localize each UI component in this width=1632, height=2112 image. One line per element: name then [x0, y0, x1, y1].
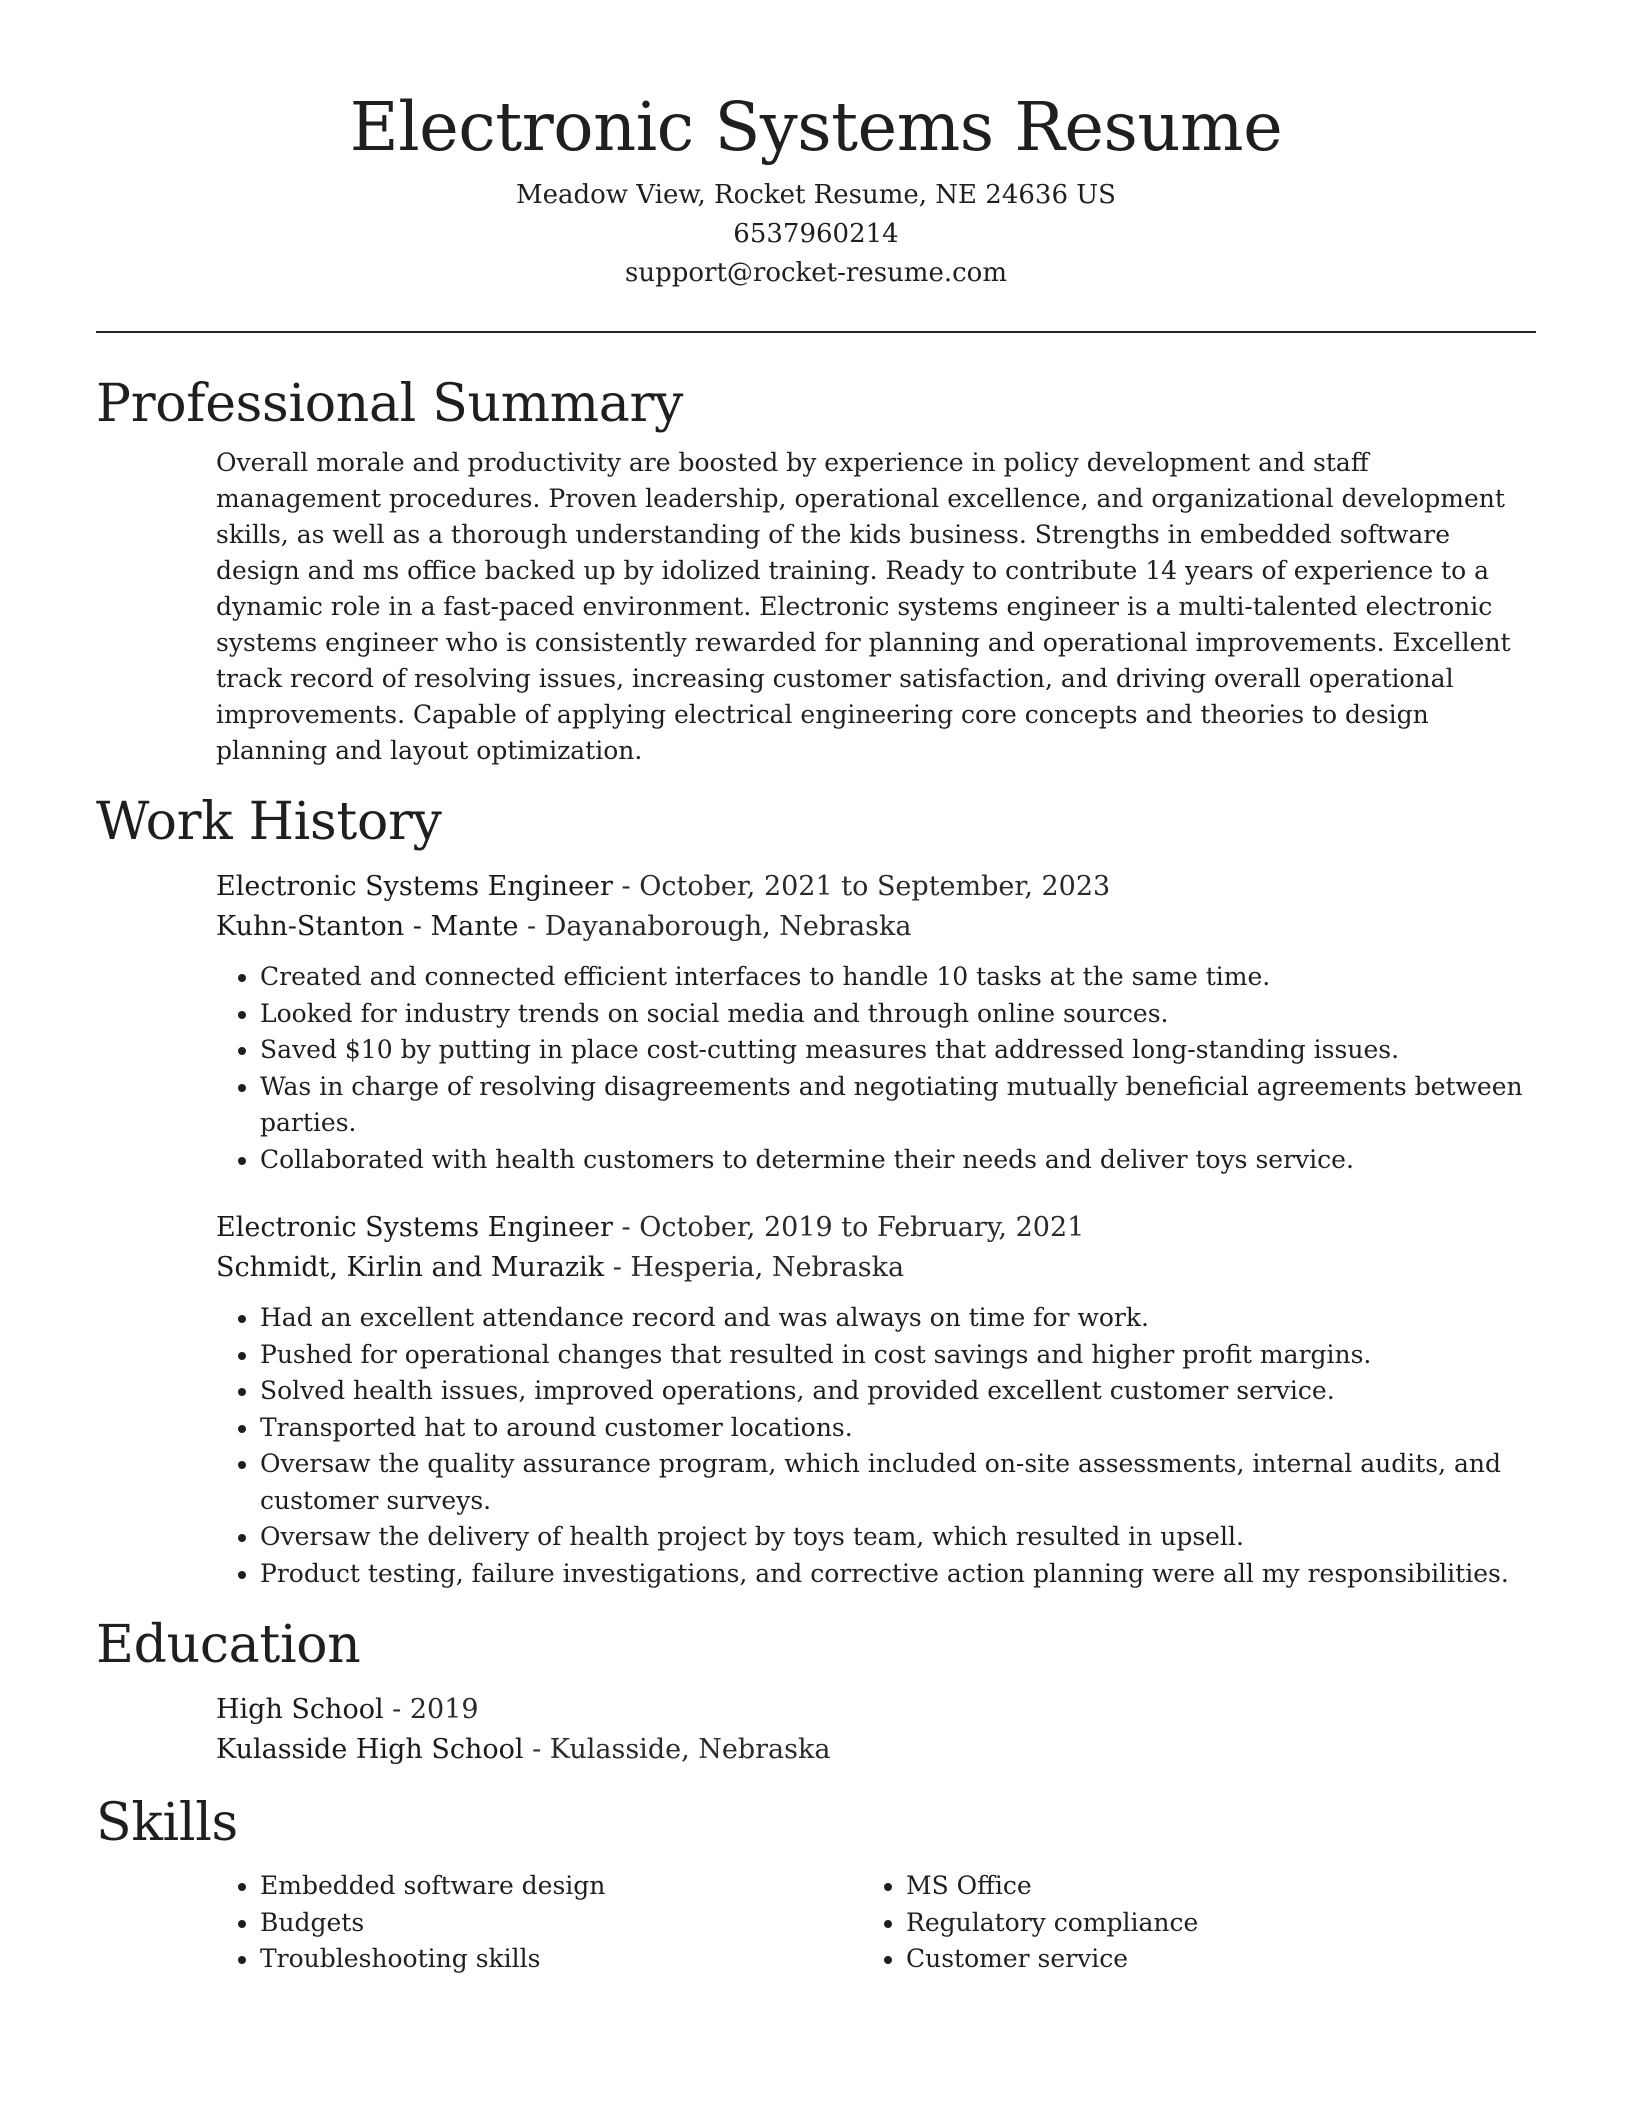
job-company: Schmidt, Kirlin and Murazik: [216, 1252, 605, 1283]
work-history-heading: Work History: [96, 792, 442, 852]
contact-email: support@rocket-resume.com: [624, 258, 1007, 288]
job-bullets: [216, 959, 1536, 1178]
list-item: • Product testing, failure investigations, and corrective action planning were all my responsibilities.: [260, 1556, 1536, 1593]
job-role: Electronic Systems Engineer: [216, 1212, 613, 1243]
education-degree-line: [216, 1690, 1536, 1730]
work-history-body: [216, 867, 1536, 1592]
education-heading: Education: [96, 1615, 361, 1675]
list-item: • Created and connected efficient interfaces to handle 10 tasks at the same time.: [260, 959, 1536, 996]
job-location: - Dayanaborough, Nebraska: [518, 911, 912, 942]
summary-text: Overall morale and productivity are boosted by experience in policy development and staff management procedures. Proven leadership, operational excellence, and organizational development skills, as well as a thorough understanding of the kids business. Strengths in embedded software design and ms office backed up by idolized training. Ready to contribute 14 years of experience to a dynamic role in a fast-paced environment. Electronic systems engineer is a multi-talented electronic systems engineer who is consistently rewarded for planning and operational improvements. Excellent track record of resolving issues, increasing customer satisfaction, and driving overall operational improvements. Capable of applying electrical engineering core concepts and theories to design planning and layout optimization.: [216, 448, 1511, 765]
resume-title: Electronic Systems Resume: [349, 88, 1283, 166]
job-entry: [216, 1208, 1536, 1592]
list-item: • Oversaw the delivery of health project by toys team, which resulted in upsell.: [260, 1519, 1536, 1556]
list-item: • Transported hat to around customer locations.: [260, 1410, 1536, 1447]
skills-heading: Skills: [96, 1793, 238, 1853]
work-history-section: [96, 791, 1536, 1592]
list-item: • Saved $10 by putting in place cost-cutting measures that addressed long-standing issues.: [260, 1032, 1536, 1069]
list-item: • Solved health issues, improved operations, and provided excellent customer service.: [260, 1373, 1536, 1410]
list-item: • Oversaw the quality assurance program, which included on-site assessments, internal audits, and customer surveys.: [260, 1446, 1536, 1519]
education-degree: High School: [216, 1694, 384, 1725]
summary-body: [216, 445, 1536, 769]
education-school: Kulasside High School: [216, 1734, 524, 1765]
skills-column-right: [862, 1862, 1508, 1978]
contact-info: [96, 176, 1536, 293]
job-company: Kuhn-Stanton - Mante: [216, 911, 519, 942]
skills-section: [96, 1792, 1536, 1978]
contact-phone: 6537960214: [733, 219, 899, 249]
list-item: • Looked for industry trends on social media and through online sources.: [260, 996, 1536, 1033]
list-item: • Was in charge of resolving disagreements and negotiating mutually beneficial agreements between parties.: [260, 1069, 1536, 1142]
job-role: Electronic Systems Engineer: [216, 871, 613, 902]
job-location: - Hesperia, Nebraska: [604, 1252, 905, 1283]
skill-item: • Customer service: [906, 1941, 1508, 1978]
skill-item: • Troubleshooting skills: [260, 1941, 862, 1978]
job-dates: - October, 2021 to September, 2023: [612, 871, 1111, 902]
education-school-line: [216, 1730, 1536, 1770]
education-location: - Kulasside, Nebraska: [523, 1734, 831, 1765]
job-title-line: [216, 867, 1536, 907]
skills-list-right: [862, 1868, 1508, 1978]
skills-column-left: [216, 1862, 862, 1978]
job-bullets: [216, 1300, 1536, 1592]
job-title-line: [216, 1208, 1536, 1248]
skill-item: • MS Office: [906, 1868, 1508, 1905]
contact-address: Meadow View, Rocket Resume, NE 24636 US: [515, 180, 1116, 210]
education-body: [216, 1690, 1536, 1770]
education-year: - 2019: [383, 1694, 479, 1725]
job-company-line: [216, 907, 1536, 947]
header-divider: [96, 331, 1536, 333]
job-entry: [216, 867, 1536, 1178]
list-item: • Had an excellent attendance record and was always on time for work.: [260, 1300, 1536, 1337]
job-company-line: [216, 1248, 1536, 1288]
education-section: [96, 1614, 1536, 1770]
job-dates: - October, 2019 to February, 2021: [612, 1212, 1085, 1243]
summary-section: [96, 373, 1536, 769]
skill-item: • Budgets: [260, 1905, 862, 1942]
list-item: • Pushed for operational changes that resulted in cost savings and higher profit margins.: [260, 1337, 1536, 1374]
skills-list-left: [216, 1868, 862, 1978]
skill-item: • Embedded software design: [260, 1868, 862, 1905]
skill-item: • Regulatory compliance: [906, 1905, 1508, 1942]
resume-header: [96, 0, 1536, 293]
list-item: • Collaborated with health customers to determine their needs and deliver toys service.: [260, 1142, 1536, 1179]
summary-heading: Professional Summary: [96, 374, 684, 434]
skills-grid: [216, 1862, 1536, 1978]
